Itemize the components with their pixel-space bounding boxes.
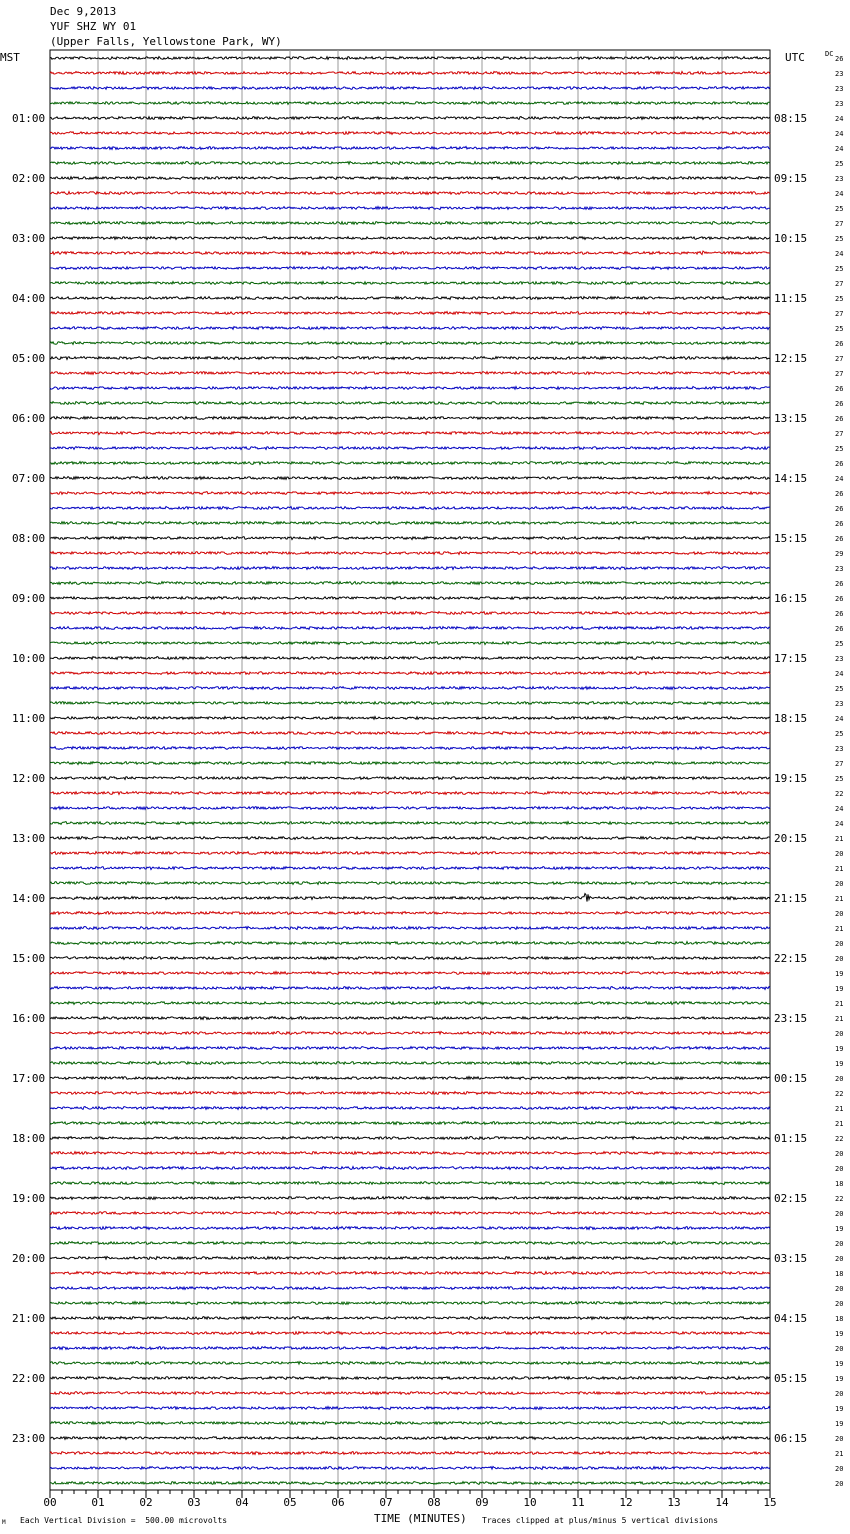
trace-row-12 [50,237,770,240]
trace-row-82 [50,1287,770,1290]
trace-row-16 [50,297,770,300]
trace-row-32 [50,537,770,540]
trace-row-6 [50,147,770,150]
left-time-label: 12:00 [12,772,46,785]
left-time-label: 01:00 [12,112,46,125]
trace-row-57 [50,912,770,915]
dc-offset-label: 23 [835,745,844,753]
right-time-label: 09:15 [774,172,808,185]
dc-offset-label: 27 [835,370,844,378]
trace-row-76 [50,1197,770,1200]
right-time-label: 02:15 [774,1192,808,1205]
trace-row-60 [50,957,770,960]
dc-offset-label: 20 [835,1150,844,1158]
dc-offset-label: 24 [835,190,844,198]
dc-offset-label: 20 [835,1255,844,1263]
trace-row-11 [50,222,770,225]
trace-row-18 [50,327,770,330]
dc-offset-label: 26 [835,595,844,603]
trace-row-68 [50,1077,770,1080]
trace-row-65 [50,1032,770,1035]
left-time-label: 08:00 [12,532,46,545]
x-tick-label: 03 [187,1496,201,1509]
x-tick-label: 11 [571,1496,585,1509]
dc-offset-label: 22 [835,1135,844,1143]
right-time-label: 14:15 [774,472,808,485]
trace-row-14 [50,267,770,270]
left-time-label: 20:00 [12,1252,46,1265]
trace-row-56 [50,894,770,902]
trace-row-37 [50,612,770,615]
trace-row-8 [50,177,770,180]
right-time-label: 08:15 [774,112,808,125]
right-time-label: 04:15 [774,1312,808,1325]
right-time-label: 03:15 [774,1252,808,1265]
clipping-note: Traces clipped at plus/minus 5 vertical divisions [482,1516,719,1525]
trace-row-2 [50,87,770,90]
dc-offset-label: 18 [835,1270,844,1278]
trace-row-38 [50,627,770,630]
dc-offset-label: 24 [835,475,844,483]
right-time-label: 12:15 [774,352,808,365]
trace-row-22 [50,387,770,390]
x-tick-label: 00 [43,1496,57,1509]
trace-row-58 [50,927,770,930]
dc-offset-label: 20 [835,1435,844,1443]
trace-row-25 [50,432,770,435]
dc-offset-label: 20 [835,940,844,948]
corner-mark: M [2,1519,6,1526]
dc-offset-label: 26 [835,55,844,63]
trace-row-41 [50,672,770,675]
dc-offset-label: 26 [835,520,844,528]
trace-row-81 [50,1272,770,1275]
dc-offset-label: 21 [835,1000,844,1008]
trace-row-9 [50,192,770,195]
left-time-label: 07:00 [12,472,46,485]
right-time-label: 19:15 [774,772,808,785]
trace-row-20 [50,357,770,360]
trace-row-93 [50,1452,770,1455]
trace-row-73 [50,1152,770,1155]
dc-offset-label: 21 [835,1120,844,1128]
dc-offset-label: 25 [835,205,844,213]
trace-row-19 [50,342,770,345]
left-time-label: 14:00 [12,892,46,905]
trace-row-87 [50,1362,770,1365]
trace-row-24 [50,417,770,420]
dc-offset-label: 19 [835,970,844,978]
left-time-label: 22:00 [12,1372,46,1385]
trace-row-10 [50,207,770,210]
left-time-label: 09:00 [12,592,46,605]
x-axis-title: TIME (MINUTES) [374,1512,467,1525]
trace-row-54 [50,867,770,870]
dc-offset-label: 24 [835,820,844,828]
trace-row-30 [50,507,770,510]
dc-offset-label: 29 [835,550,844,558]
trace-row-90 [50,1407,770,1410]
trace-row-28 [50,477,770,480]
trace-row-80 [50,1257,770,1260]
dc-offset-label: 19 [835,1060,844,1068]
trace-row-7 [50,162,770,165]
x-tick-label: 04 [235,1496,249,1509]
dc-offset-label: 20 [835,1300,844,1308]
left-time-label: 15:00 [12,952,46,965]
dc-offset-label: 20 [835,955,844,963]
trace-row-0 [50,57,770,60]
left-time-label: 13:00 [12,832,46,845]
dc-offset-label: 25 [835,235,844,243]
left-time-label: 17:00 [12,1072,46,1085]
x-tick-label: 10 [523,1496,537,1509]
x-tick-label: 06 [331,1496,345,1509]
dc-offset-label: 24 [835,715,844,723]
x-tick-label: 08 [427,1496,441,1509]
trace-row-46 [50,747,770,750]
dc-offset-label: 19 [835,1330,844,1338]
dc-offset-label: 27 [835,280,844,288]
left-time-label: 02:00 [12,172,46,185]
vertical-division-note: Each Vertical Division = 500.00 microvolts [20,1516,228,1525]
left-time-label: 10:00 [12,652,46,665]
trace-row-40 [50,657,770,660]
dc-offset-label: 25 [835,265,844,273]
dc-offset-label: 25 [835,685,844,693]
dc-offset-label: 23 [835,100,844,108]
trace-row-43 [50,702,770,705]
dc-offset-label: 19 [835,1225,844,1233]
location-label: (Upper Falls, Yellowstone Park, WY) [50,35,282,48]
trace-row-26 [50,447,770,450]
dc-offset-label: 23 [835,175,844,183]
dc-column-header: DC [825,50,834,58]
trace-row-48 [50,777,770,780]
dc-offset-label: 25 [835,640,844,648]
right-time-label: 21:15 [774,892,808,905]
trace-row-21 [50,372,770,375]
dc-offset-label: 26 [835,610,844,618]
right-time-label: 00:15 [774,1072,808,1085]
dc-offset-label: 21 [835,835,844,843]
dc-offset-label: 19 [835,1420,844,1428]
dc-offset-label: 20 [835,1285,844,1293]
dc-offset-label: 24 [835,145,844,153]
right-time-label: 17:15 [774,652,808,665]
dc-offset-label: 20 [835,880,844,888]
dc-offset-label: 26 [835,385,844,393]
trace-row-53 [50,852,770,855]
dc-offset-label: 20 [835,1390,844,1398]
dc-offset-label: 18 [835,1315,844,1323]
trace-row-42 [50,687,770,690]
dc-offset-label: 23 [835,85,844,93]
trace-row-4 [50,117,770,120]
dc-offset-label: 23 [835,655,844,663]
right-time-label: 16:15 [774,592,808,605]
dc-offset-label: 23 [835,70,844,78]
right-time-label: 13:15 [774,412,808,425]
dc-offset-label: 19 [835,1360,844,1368]
right-time-label: 10:15 [774,232,808,245]
trace-row-83 [50,1302,770,1305]
dc-offset-label: 26 [835,580,844,588]
dc-offset-label: 26 [835,490,844,498]
trace-row-31 [50,522,770,525]
trace-row-5 [50,132,770,135]
dc-offset-label: 20 [835,1030,844,1038]
dc-offset-label: 21 [835,925,844,933]
dc-offset-label: 25 [835,325,844,333]
x-tick-label: 14 [715,1496,729,1509]
trace-row-74 [50,1167,770,1170]
right-time-label: 05:15 [774,1372,808,1385]
left-time-label: 04:00 [12,292,46,305]
dc-offset-label: 20 [835,1345,844,1353]
right-time-label: 11:15 [774,292,808,305]
dc-offset-label: 25 [835,775,844,783]
trace-row-51 [50,822,770,825]
trace-row-66 [50,1047,770,1050]
trace-row-29 [50,492,770,495]
dc-offset-label: 24 [835,115,844,123]
trace-row-39 [50,642,770,645]
dc-offset-label: 26 [835,340,844,348]
trace-row-75 [50,1182,770,1185]
dc-offset-label: 26 [835,460,844,468]
trace-row-67 [50,1062,770,1065]
dc-offset-label: 20 [835,1075,844,1083]
plot-frame [50,50,770,1490]
dc-offset-label: 21 [835,1105,844,1113]
trace-row-45 [50,732,770,735]
trace-row-55 [50,882,770,885]
trace-row-85 [50,1332,770,1335]
dc-offset-label: 24 [835,670,844,678]
x-tick-label: 13 [667,1496,681,1509]
trace-row-91 [50,1422,770,1425]
dc-offset-label: 20 [835,1465,844,1473]
dc-offset-label: 20 [835,910,844,918]
dc-offset-label: 19 [835,1405,844,1413]
x-tick-label: 07 [379,1496,393,1509]
trace-row-23 [50,402,770,405]
trace-row-69 [50,1092,770,1095]
dc-offset-label: 27 [835,355,844,363]
dc-offset-label: 20 [835,1240,844,1248]
left-time-label: 21:00 [12,1312,46,1325]
trace-row-78 [50,1227,770,1230]
trace-row-59 [50,942,770,945]
right-time-label: 23:15 [774,1012,808,1025]
trace-row-33 [50,552,770,555]
dc-offset-label: 26 [835,535,844,543]
trace-row-72 [50,1137,770,1140]
trace-row-49 [50,792,770,795]
x-tick-label: 01 [91,1496,105,1509]
station-label: YUF SHZ WY 01 [50,20,137,33]
dc-offset-label: 20 [835,1210,844,1218]
trace-row-34 [50,567,770,570]
trace-row-92 [50,1437,770,1440]
dc-offset-label: 18 [835,1180,844,1188]
right-time-label: 18:15 [774,712,808,725]
dc-offset-label: 24 [835,130,844,138]
trace-row-35 [50,582,770,585]
dc-offset-label: 26 [835,415,844,423]
trace-row-3 [50,102,770,105]
dc-offset-label: 25 [835,730,844,738]
dc-offset-label: 23 [835,565,844,573]
x-tick-label: 15 [763,1496,777,1509]
x-tick-label: 02 [139,1496,153,1509]
left-time-label: 23:00 [12,1432,46,1445]
dc-offset-label: 23 [835,700,844,708]
dc-offset-label: 20 [835,1480,844,1488]
right-time-label: 01:15 [774,1132,808,1145]
trace-row-89 [50,1392,770,1395]
trace-row-17 [50,312,770,315]
trace-row-77 [50,1212,770,1215]
trace-row-36 [50,597,770,600]
trace-row-1 [50,72,770,75]
left-time-label: 18:00 [12,1132,46,1145]
dc-offset-label: 27 [835,220,844,228]
dc-offset-label: 19 [835,1375,844,1383]
trace-row-13 [50,251,770,255]
left-timezone-label: MST [0,51,20,64]
dc-offset-label: 20 [835,850,844,858]
right-time-label: 22:15 [774,952,808,965]
left-time-label: 03:00 [12,232,46,245]
trace-row-86 [50,1347,770,1350]
trace-row-64 [50,1017,770,1020]
right-time-label: 15:15 [774,532,808,545]
date-label: Dec 9,2013 [50,5,117,18]
x-tick-label: 12 [619,1496,633,1509]
trace-row-71 [50,1122,770,1125]
x-tick-label: 05 [283,1496,297,1509]
dc-offset-label: 21 [835,865,844,873]
right-timezone-label: UTC [785,51,805,64]
trace-row-15 [50,282,770,285]
dc-offset-label: 19 [835,1045,844,1053]
trace-row-62 [50,987,770,990]
trace-row-27 [50,462,770,465]
dc-offset-label: 26 [835,625,844,633]
trace-row-70 [50,1107,770,1110]
right-time-label: 20:15 [774,832,808,845]
dc-offset-label: 20 [835,1165,844,1173]
trace-row-63 [50,1002,770,1005]
dc-offset-label: 22 [835,1195,844,1203]
dc-offset-label: 25 [835,445,844,453]
dc-offset-label: 25 [835,295,844,303]
dc-offset-label: 26 [835,400,844,408]
trace-row-94 [50,1467,770,1470]
trace-row-84 [50,1317,770,1320]
dc-offset-label: 27 [835,310,844,318]
trace-row-79 [50,1242,770,1245]
trace-row-44 [50,717,770,720]
left-time-label: 16:00 [12,1012,46,1025]
trace-row-88 [50,1377,770,1380]
dc-offset-label: 21 [835,1450,844,1458]
trace-row-47 [50,762,770,765]
trace-row-95 [50,1482,770,1485]
dc-offset-label: 25 [835,160,844,168]
dc-offset-label: 22 [835,1090,844,1098]
left-time-label: 05:00 [12,352,46,365]
dc-offset-label: 21 [835,1015,844,1023]
left-time-label: 11:00 [12,712,46,725]
left-time-label: 06:00 [12,412,46,425]
x-tick-label: 09 [475,1496,489,1509]
dc-offset-label: 24 [835,250,844,258]
trace-row-61 [50,972,770,975]
dc-offset-label: 26 [835,505,844,513]
dc-offset-label: 19 [835,985,844,993]
dc-offset-label: 21 [835,895,844,903]
trace-row-50 [50,807,770,810]
dc-offset-label: 27 [835,430,844,438]
dc-offset-label: 22 [835,790,844,798]
right-time-label: 06:15 [774,1432,808,1445]
dc-offset-label: 24 [835,805,844,813]
left-time-label: 19:00 [12,1192,46,1205]
trace-row-52 [50,837,770,840]
dc-offset-label: 27 [835,760,844,768]
